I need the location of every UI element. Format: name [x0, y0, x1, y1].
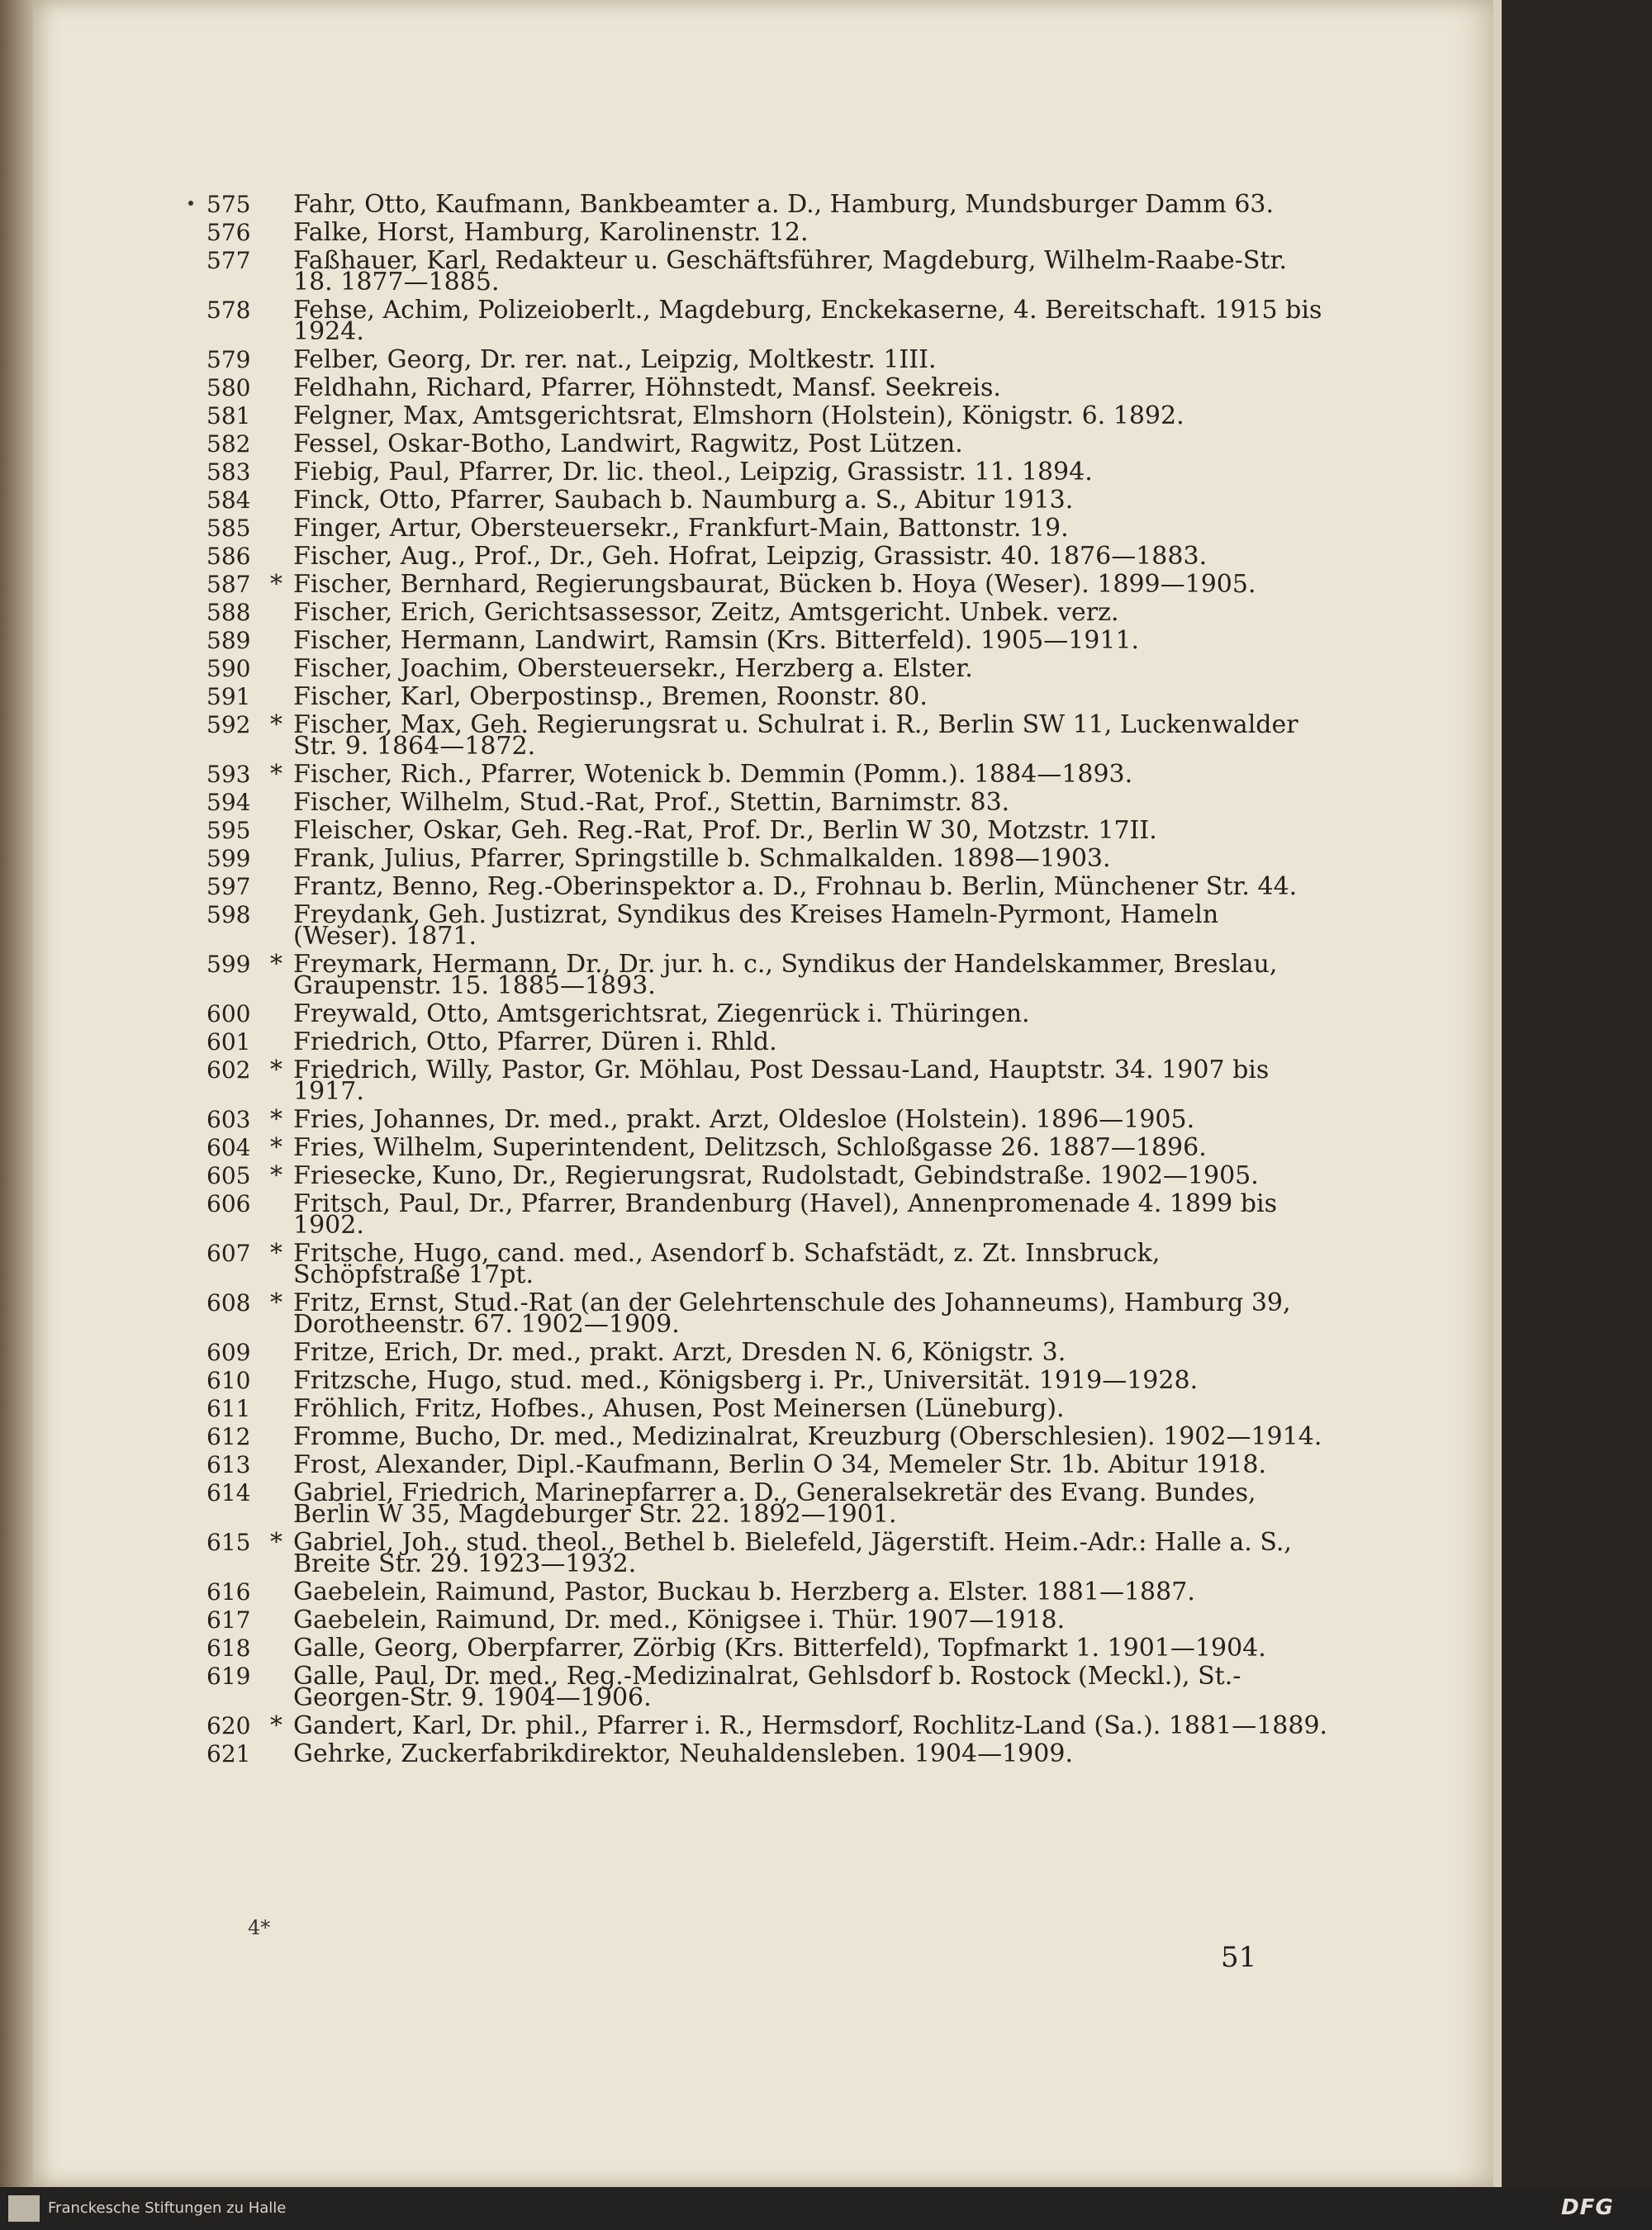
list-item	[206, 1338, 1330, 1367]
entry-number: 586	[206, 543, 251, 570]
entry-text: Fischer, Karl, Oberpostinsp., Bremen, Roonstr. 80.	[293, 682, 928, 711]
entry-number: 617	[206, 1606, 251, 1634]
entry-number: 575	[206, 191, 251, 218]
list-item	[206, 1288, 1330, 1339]
list-item	[206, 1528, 1330, 1578]
list-item	[206, 654, 1330, 683]
list-item	[206, 218, 1330, 247]
entry-text: Gaebelein, Raimund, Pastor, Buckau b. Herzberg a. Elster. 1881—1887.	[293, 1578, 1195, 1606]
list-item	[206, 844, 1330, 873]
entry-text: Fröhlich, Fritz, Hofbes., Ahusen, Post Meinersen (Lüneburg).	[293, 1394, 1065, 1423]
list-item	[206, 514, 1330, 543]
entry-text: Fischer, Rich., Pfarrer, Wotenick b. Demmin (Pomm.). 1884—1893.	[293, 760, 1133, 789]
entry-number: 607	[206, 1240, 251, 1267]
list-item	[206, 1394, 1330, 1423]
list-item	[206, 710, 1330, 761]
entry-number: 577	[206, 247, 251, 274]
entry-number: 581	[206, 402, 251, 429]
entry-star: *	[270, 1056, 282, 1084]
entry-number: 588	[206, 599, 251, 626]
entry-text: Galle, Paul, Dr. med., Reg.-Medizinalrat, Gehlsdorf b. Rostock (Meckl.), St.-Georgen-Str. 9. 1904—1906.	[293, 1662, 1241, 1712]
list-item	[206, 429, 1330, 458]
entry-text: Gabriel, Joh., stud. theol., Bethel b. Bielefeld, Jägerstift. Heim.-Adr.: Halle a. S., Breite Str. 29. 1923—1932.	[293, 1528, 1292, 1578]
entry-text: Fritze, Erich, Dr. med., prakt. Arzt, Dresden N. 6, Königstr. 3.	[293, 1338, 1066, 1367]
entry-text: Fehse, Achim, Polizeioberlt., Magdeburg, Enckekaserne, 4. Bereitschaft. 1915 bis 1924.	[293, 296, 1322, 346]
list-item	[206, 626, 1330, 655]
list-item	[206, 1366, 1330, 1395]
entry-text: Fritzsche, Hugo, stud. med., Königsberg i. Pr., Universität. 1919—1928.	[293, 1366, 1199, 1395]
dfg-logo: DFG	[1561, 2195, 1614, 2220]
entry-text: Fritsch, Paul, Dr., Pfarrer, Brandenburg (Havel), Annenpromenade 4. 1899 bis 1902.	[293, 1189, 1277, 1240]
list-item	[206, 760, 1330, 789]
entry-star: *	[270, 1239, 282, 1268]
entry-star: *	[270, 1161, 282, 1190]
entry-text: Feldhahn, Richard, Pfarrer, Höhnstedt, Mansf. Seekreis.	[293, 373, 1001, 402]
entry-text: Fischer, Max, Geh. Regierungsrat u. Schulrat i. R., Berlin SW 11, Luckenwalder Str. 9. 1864—1872.	[293, 710, 1298, 761]
entry-text: Frantz, Benno, Reg.-Oberinspektor a. D., Frohnau b. Berlin, Münchener Str. 44.	[293, 872, 1298, 901]
entry-star: *	[270, 1711, 282, 1740]
entry-text: Galle, Georg, Oberpfarrer, Zörbig (Krs. Bitterfeld), Topfmarkt 1. 1901—1904.	[293, 1634, 1266, 1663]
entry-number: 609	[206, 1339, 251, 1366]
entry-number: 614	[206, 1479, 251, 1506]
entry-text: Fries, Johannes, Dr. med., prakt. Arzt, Oldesloe (Holstein). 1896—1905.	[293, 1105, 1195, 1134]
list-item	[206, 458, 1330, 486]
list-item	[206, 1189, 1330, 1240]
entry-number: 589	[206, 627, 251, 654]
franckesche-logo-icon	[8, 2195, 40, 2222]
entry-star: *	[270, 950, 282, 979]
footer-institution: Franckesche Stiftungen zu Halle	[48, 2199, 287, 2217]
entry-star: *	[270, 1528, 282, 1557]
list-item	[206, 999, 1330, 1028]
entry-number: 585	[206, 515, 251, 542]
list-item	[206, 542, 1330, 571]
entry-star: *	[270, 710, 282, 739]
ink-dot	[188, 201, 193, 206]
entry-text: Felgner, Max, Amtsgerichtsrat, Elmshorn (Holstein), Königstr. 6. 1892.	[293, 401, 1184, 430]
list-item	[206, 1450, 1330, 1479]
entry-number: 603	[206, 1106, 251, 1133]
list-item	[206, 1606, 1330, 1635]
list-item	[206, 296, 1330, 346]
entry-text: Falke, Horst, Hamburg, Karolinenstr. 12.	[293, 218, 809, 247]
entry-text: Fritz, Ernst, Stud.-Rat (an der Gelehrtenschule des Johanneums), Hamburg 39, Dorotheenstr. 67. 1902—1909.	[293, 1288, 1291, 1339]
list-item	[206, 1478, 1330, 1529]
entry-text: Gabriel, Friedrich, Marinepfarrer a. D., Generalsekretär des Evang. Bundes, Berlin W 35, Magdeburger Str. 22. 1892—1901.	[293, 1478, 1256, 1529]
signature-mark: 4*	[248, 1916, 271, 1939]
entry-star: *	[270, 570, 282, 599]
entry-text: Fromme, Bucho, Dr. med., Medizinalrat, Kreuzburg (Oberschlesien). 1902—1914.	[293, 1422, 1322, 1451]
list-item	[206, 1133, 1330, 1162]
entry-text: Freydank, Geh. Justizrat, Syndikus des Kreises Hameln-Pyrmont, Hameln (Weser). 1871.	[293, 900, 1219, 951]
entry-text: Friesecke, Kuno, Dr., Regierungsrat, Rudolstadt, Gebindstraße. 1902—1905.	[293, 1161, 1259, 1190]
entry-text: Fiebig, Paul, Pfarrer, Dr. lic. theol., Leipzig, Grassistr. 11. 1894.	[293, 458, 1093, 486]
entry-number: 576	[206, 219, 251, 246]
entry-number: 606	[206, 1190, 251, 1217]
entry-text: Fessel, Oskar-Botho, Landwirt, Ragwitz, Post Lützen.	[293, 429, 963, 458]
entry-number: 613	[206, 1451, 251, 1478]
list-item	[206, 570, 1330, 599]
entry-text: Fritsche, Hugo, cand. med., Asendorf b. Schafstädt, z. Zt. Innsbruck, Schöpfstraße 17pt.	[293, 1239, 1161, 1289]
entry-number: 620	[206, 1712, 251, 1739]
list-item	[206, 872, 1330, 901]
entry-text: Fischer, Erich, Gerichtsassessor, Zeitz, Amtsgericht. Unbek. verz.	[293, 598, 1119, 627]
list-item	[206, 401, 1330, 430]
list-item	[206, 190, 1330, 219]
entry-number: 578	[206, 297, 251, 324]
entry-number: 610	[206, 1367, 251, 1394]
entry-number: 616	[206, 1578, 251, 1606]
list-item	[206, 1056, 1330, 1106]
list-item	[206, 345, 1330, 374]
entry-number: 600	[206, 1000, 251, 1027]
entry-star: *	[270, 1288, 282, 1317]
list-item	[206, 486, 1330, 515]
entry-text: Friedrich, Otto, Pfarrer, Düren i. Rhld.	[293, 1027, 777, 1056]
entry-text: Fischer, Hermann, Landwirt, Ramsin (Krs. Bitterfeld). 1905—1911.	[293, 626, 1140, 655]
list-item	[206, 598, 1330, 627]
entry-number: 604	[206, 1134, 251, 1161]
entry-number: 591	[206, 683, 251, 710]
entry-text: Frost, Alexander, Dipl.-Kaufmann, Berlin O 34, Memeler Str. 1b. Abitur 1918.	[293, 1450, 1266, 1479]
list-item	[206, 1161, 1330, 1190]
list-item	[206, 788, 1330, 817]
page-number: 51	[1221, 1941, 1257, 1974]
entry-text: Gehrke, Zuckerfabrikdirektor, Neuhaldensleben. 1904—1909.	[293, 1739, 1073, 1768]
entry-number: 580	[206, 374, 251, 401]
list-item	[206, 1578, 1330, 1606]
entry-text: Frank, Julius, Pfarrer, Springstille b. Schmalkalden. 1898—1903.	[293, 844, 1111, 873]
entry-number: 592	[206, 711, 251, 738]
list-item	[206, 1027, 1330, 1056]
entry-number: 599	[206, 951, 251, 978]
entry-number: 583	[206, 458, 251, 486]
entry-number: 593	[206, 761, 251, 788]
entry-number: 612	[206, 1423, 251, 1450]
entry-number: 599	[206, 845, 251, 872]
entry-text: Finger, Artur, Obersteuersekr., Frankfurt-Main, Battonstr. 19.	[293, 514, 1069, 543]
list-item	[206, 1739, 1330, 1768]
entry-text: Felber, Georg, Dr. rer. nat., Leipzig, Moltkestr. 1III.	[293, 345, 937, 374]
list-item	[206, 1239, 1330, 1289]
entry-text: Fischer, Aug., Prof., Dr., Geh. Hofrat, Leipzig, Grassistr. 40. 1876—1883.	[293, 542, 1208, 571]
entry-number: 597	[206, 873, 251, 900]
entry-number: 621	[206, 1740, 251, 1767]
entry-text: Fischer, Wilhelm, Stud.-Rat, Prof., Stettin, Barnimstr. 83.	[293, 788, 1010, 817]
entry-text: Fischer, Joachim, Obersteuersekr., Herzberg a. Elster.	[293, 654, 973, 683]
book-spine	[0, 0, 33, 2187]
entry-number: 601	[206, 1028, 251, 1056]
entry-text: Fries, Wilhelm, Superintendent, Delitzsch, Schloßgasse 26. 1887—1896.	[293, 1133, 1207, 1162]
entry-text: Fleischer, Oskar, Geh. Reg.-Rat, Prof. Dr., Berlin W 30, Motzstr. 17II.	[293, 816, 1157, 845]
entry-text: Fischer, Bernhard, Regierungsbaurat, Bücken b. Hoya (Weser). 1899—1905.	[293, 570, 1256, 599]
entry-number: 611	[206, 1395, 251, 1422]
entry-number: 587	[206, 571, 251, 598]
list-item	[206, 682, 1330, 711]
entry-number: 584	[206, 486, 251, 514]
list-item	[206, 246, 1330, 297]
entry-star: *	[270, 1133, 282, 1162]
entry-number: 605	[206, 1162, 251, 1189]
entry-number: 618	[206, 1635, 251, 1662]
entry-text: Freymark, Hermann, Dr., Dr. jur. h. c., Syndikus der Handelskammer, Breslau, Graupenstr. 15. 1885—1893.	[293, 950, 1278, 1000]
list-item	[206, 1662, 1330, 1712]
list-item	[206, 900, 1330, 951]
list-item	[206, 1634, 1330, 1663]
entry-number: 590	[206, 655, 251, 682]
entry-number: 594	[206, 789, 251, 816]
list-item	[206, 373, 1330, 402]
list-item	[206, 1711, 1330, 1740]
entry-number: 595	[206, 817, 251, 844]
entry-text: Gaebelein, Raimund, Dr. med., Königsee i. Thür. 1907—1918.	[293, 1606, 1066, 1635]
entry-text: Faßhauer, Karl, Redakteur u. Geschäftsführer, Magdeburg, Wilhelm-Raabe-Str. 18. 1877—1885.	[293, 246, 1288, 297]
entry-text: Gandert, Karl, Dr. phil., Pfarrer i. R., Hermsdorf, Rochlitz-Land (Sa.). 1881—1889.	[293, 1711, 1328, 1740]
entry-text: Fahr, Otto, Kaufmann, Bankbeamter a. D., Hamburg, Mundsburger Damm 63.	[293, 190, 1275, 219]
entry-number: 619	[206, 1663, 251, 1690]
page-edge	[1493, 0, 1502, 2187]
list-item	[206, 950, 1330, 1000]
list-item	[206, 816, 1330, 845]
list-item	[206, 1105, 1330, 1134]
viewer-footer	[0, 2187, 1652, 2230]
entry-star: *	[270, 760, 282, 789]
entry-number: 598	[206, 901, 251, 928]
list-item	[206, 1422, 1330, 1451]
entry-text: Finck, Otto, Pfarrer, Saubach b. Naumburg a. S., Abitur 1913.	[293, 486, 1074, 515]
member-list	[206, 190, 1330, 1772]
entry-number: 602	[206, 1056, 251, 1084]
entry-number: 615	[206, 1529, 251, 1556]
entry-text: Freywald, Otto, Amtsgerichtsrat, Ziegenrück i. Thüringen.	[293, 999, 1030, 1028]
entry-number: 582	[206, 430, 251, 458]
entry-star: *	[270, 1105, 282, 1134]
entry-number: 608	[206, 1289, 251, 1317]
entry-text: Friedrich, Willy, Pastor, Gr. Möhlau, Post Dessau-Land, Hauptstr. 34. 1907 bis 1917.	[293, 1056, 1270, 1106]
entry-number: 579	[206, 346, 251, 373]
